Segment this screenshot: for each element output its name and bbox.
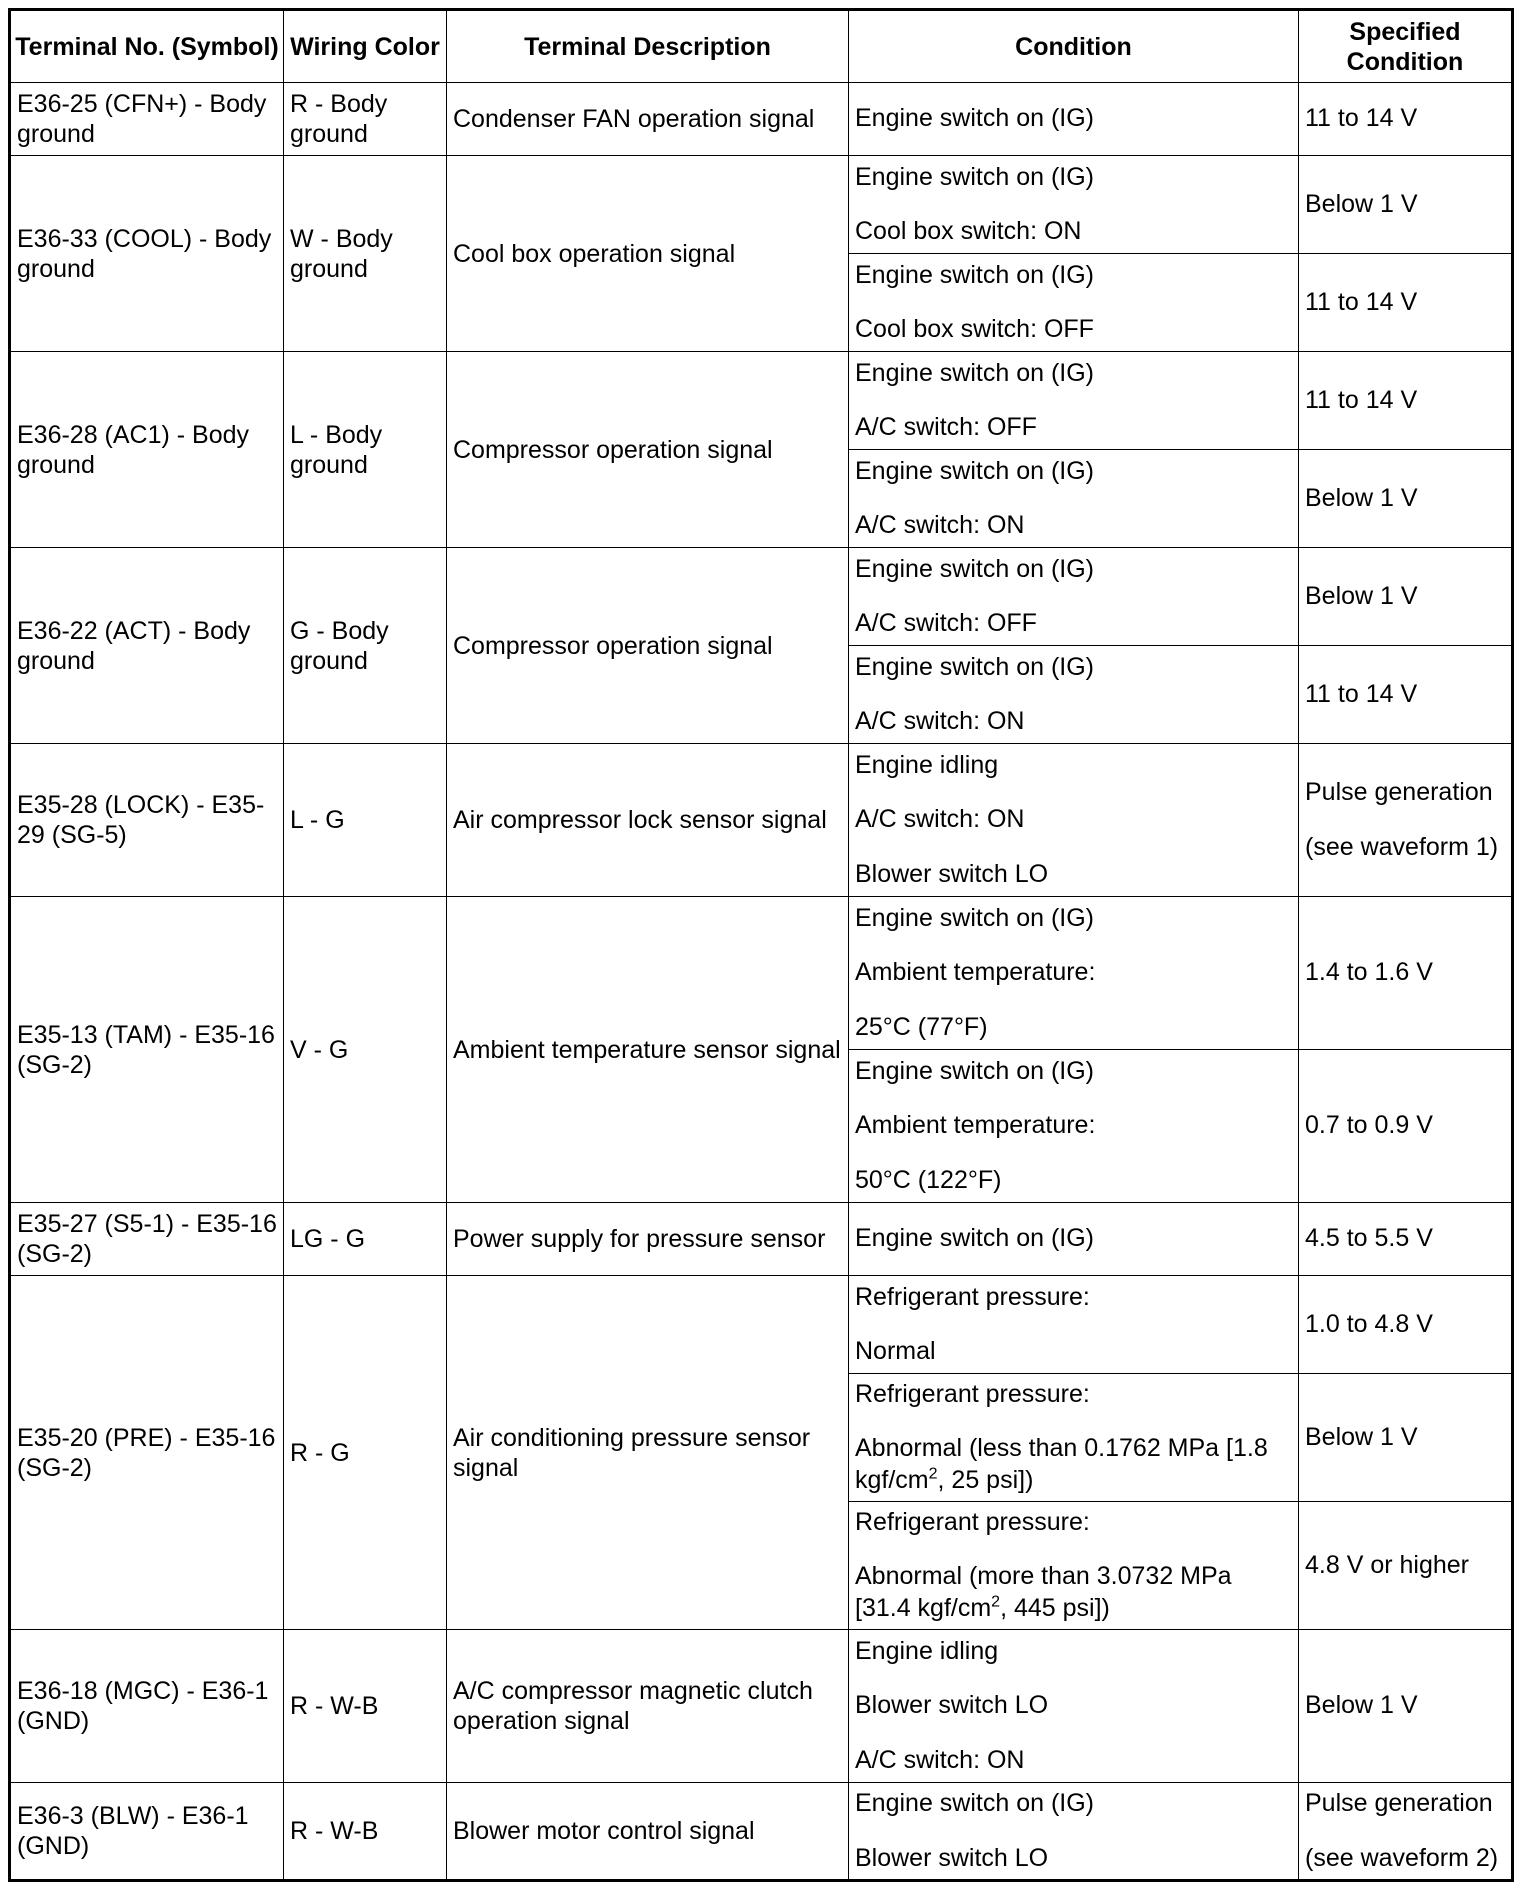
- terminal-cell: E36-25 (CFN+) - Body ground: [10, 83, 284, 156]
- specified-cell: [1299, 450, 1513, 548]
- wiring-cell: R - W-B: [284, 1783, 447, 1881]
- terminal-cell: E35-13 (TAM) - E35-16 (SG-2): [10, 897, 284, 1203]
- table-row: [10, 156, 1513, 254]
- table-row: [10, 1783, 1513, 1881]
- condition-line: Ambient temperature:: [855, 958, 1096, 987]
- specified-value: Pulse generation: [1305, 1789, 1493, 1818]
- specified-value: 4.5 to 5.5 V: [1305, 1224, 1433, 1253]
- condition-line: Engine switch on (IG): [855, 1789, 1094, 1818]
- wiring-cell: W - Body ground: [284, 156, 447, 352]
- condition-line: Engine switch on (IG): [855, 260, 1094, 289]
- condition-line-text: Abnormal (more than 3.0732 MPa [31.4 kgf/cm: [855, 1562, 1232, 1622]
- specified-cell: [1299, 548, 1513, 646]
- specified-cell: [1299, 646, 1513, 744]
- specified-cell: [1299, 156, 1513, 254]
- specified-value: Below 1 V: [1305, 581, 1418, 610]
- condition-line: 50°C (122°F): [855, 1165, 1002, 1194]
- condition-line: [855, 1561, 1292, 1624]
- condition-cell: [849, 1276, 1299, 1374]
- condition-cell: [849, 744, 1299, 897]
- condition-line: Blower switch LO: [855, 859, 1049, 888]
- description-cell: Power supply for pressure sensor: [447, 1203, 849, 1276]
- condition-cell: [849, 83, 1299, 156]
- specified-cell: [1299, 254, 1513, 352]
- condition-line: Blower switch LO: [855, 1691, 1049, 1720]
- condition-line: Engine switch on (IG): [855, 358, 1094, 387]
- condition-line: Blower switch LO: [855, 1843, 1049, 1872]
- specified-cell: [1299, 83, 1513, 156]
- specified-value: 1.4 to 1.6 V: [1305, 958, 1433, 987]
- specified-cell: [1299, 744, 1513, 897]
- description-cell: A/C compressor magnetic clutch operation signal: [447, 1630, 849, 1783]
- description-cell: Ambient temperature sensor signal: [447, 897, 849, 1203]
- terminal-cell: E36-33 (COOL) - Body ground: [10, 156, 284, 352]
- condition-line: Ambient temperature:: [855, 1111, 1096, 1140]
- table-row: [10, 744, 1513, 897]
- specified-cell: [1299, 1374, 1513, 1502]
- condition-line: Engine switch on (IG): [855, 554, 1094, 583]
- specified-value: 0.7 to 0.9 V: [1305, 1111, 1433, 1140]
- condition-line: A/C switch: ON: [855, 707, 1025, 735]
- wiring-cell: L - Body ground: [284, 352, 447, 548]
- specified-value: 11 to 14 V: [1305, 679, 1418, 708]
- condition-cell: [849, 156, 1299, 254]
- specified-value: 4.8 V or higher: [1305, 1550, 1469, 1579]
- specified-value: 11 to 14 V: [1305, 287, 1418, 316]
- condition-line: Engine idling: [855, 751, 999, 780]
- wiring-cell: R - W-B: [284, 1630, 447, 1783]
- specified-value: Below 1 V: [1305, 1691, 1418, 1720]
- condition-line: [855, 1433, 1292, 1496]
- table-row: [10, 352, 1513, 450]
- condition-cell: [849, 1203, 1299, 1276]
- terminal-cell: E35-27 (S5-1) - E35-16 (SG-2): [10, 1203, 284, 1276]
- description-cell: Compressor operation signal: [447, 548, 849, 744]
- terminal-cell: E35-28 (LOCK) - E35-29 (SG-5): [10, 744, 284, 897]
- header-row: [10, 10, 1513, 83]
- table-row: [10, 1276, 1513, 1374]
- specified-cell: [1299, 1276, 1513, 1374]
- specified-value: 11 to 14 V: [1305, 385, 1418, 414]
- specified-cell: [1299, 1502, 1513, 1630]
- condition-line: Engine switch on (IG): [855, 1224, 1094, 1253]
- condition-line: A/C switch: ON: [855, 805, 1025, 834]
- condition-line: Engine switch on (IG): [855, 162, 1094, 191]
- condition-line-text: Abnormal (less than 0.1762 MPa [1.8 kgf/cm: [855, 1434, 1268, 1494]
- condition-line: A/C switch: OFF: [855, 609, 1037, 637]
- header-wiring-color: Wiring Color: [284, 10, 447, 83]
- header-terminal: Terminal No. (Symbol): [10, 10, 284, 83]
- condition-line: Engine switch on (IG): [855, 104, 1094, 133]
- condition-line: A/C switch: ON: [855, 511, 1025, 539]
- terminal-cell: E36-28 (AC1) - Body ground: [10, 352, 284, 548]
- terminal-cell: E36-3 (BLW) - E36-1 (GND): [10, 1783, 284, 1881]
- specified-value: 11 to 14 V: [1305, 104, 1418, 133]
- specified-cell: [1299, 897, 1513, 1050]
- wiring-cell: G - Body ground: [284, 548, 447, 744]
- description-cell: Air conditioning pressure sensor signal: [447, 1276, 849, 1630]
- specified-value: Below 1 V: [1305, 483, 1418, 512]
- condition-line: Cool box switch: ON: [855, 217, 1082, 245]
- description-cell: Compressor operation signal: [447, 352, 849, 548]
- specified-cell: [1299, 1783, 1513, 1881]
- condition-line: Engine switch on (IG): [855, 1057, 1094, 1086]
- table-row: [10, 83, 1513, 156]
- table-row: [10, 897, 1513, 1050]
- condition-cell: [849, 1374, 1299, 1502]
- superscript: 2: [928, 1465, 938, 1483]
- specified-cell: [1299, 1050, 1513, 1203]
- specified-value: Below 1 V: [1305, 1422, 1418, 1451]
- condition-cell: [849, 646, 1299, 744]
- table-row: [10, 548, 1513, 646]
- table-row: [10, 1203, 1513, 1276]
- condition-line: Engine switch on (IG): [855, 652, 1094, 681]
- condition-line: Cool box switch: OFF: [855, 315, 1094, 343]
- condition-cell: [849, 1630, 1299, 1783]
- wiring-cell: LG - G: [284, 1203, 447, 1276]
- wiring-cell: R - G: [284, 1276, 447, 1630]
- condition-line-text: , 25 psi]): [937, 1465, 1034, 1494]
- description-cell: Blower motor control signal: [447, 1783, 849, 1881]
- header-terminal-description: Terminal Description: [447, 10, 849, 83]
- specified-cell: [1299, 1203, 1513, 1276]
- terminal-cell: E35-20 (PRE) - E35-16 (SG-2): [10, 1276, 284, 1630]
- specified-value: Below 1 V: [1305, 189, 1418, 218]
- condition-line: Refrigerant pressure:: [855, 1508, 1090, 1537]
- condition-cell: [849, 1783, 1299, 1881]
- condition-cell: [849, 1502, 1299, 1630]
- condition-cell: [849, 450, 1299, 548]
- terminal-spec-sheet: [8, 8, 1511, 1882]
- description-cell: Cool box operation signal: [447, 156, 849, 352]
- condition-cell: [849, 1050, 1299, 1203]
- specified-cell: [1299, 1630, 1513, 1783]
- specified-value: 1.0 to 4.8 V: [1305, 1309, 1433, 1338]
- header-specified-condition: Specified Condition: [1299, 10, 1513, 83]
- condition-line: Engine switch on (IG): [855, 456, 1094, 485]
- wiring-cell: R - Body ground: [284, 83, 447, 156]
- condition-line: Engine switch on (IG): [855, 904, 1094, 933]
- condition-line: 25°C (77°F): [855, 1012, 988, 1041]
- wiring-cell: L - G: [284, 744, 447, 897]
- condition-cell: [849, 254, 1299, 352]
- terminal-spec-table: [8, 8, 1514, 1882]
- condition-line: Engine idling: [855, 1637, 999, 1666]
- condition-line: Refrigerant pressure:: [855, 1282, 1090, 1311]
- condition-cell: [849, 352, 1299, 450]
- header-condition: Condition: [849, 10, 1299, 83]
- condition-cell: [849, 548, 1299, 646]
- condition-cell: [849, 897, 1299, 1050]
- specified-value: Pulse generation: [1305, 778, 1493, 807]
- condition-line-text: , 445 psi]): [1000, 1593, 1110, 1622]
- wiring-cell: V - G: [284, 897, 447, 1203]
- table-row: [10, 1630, 1513, 1783]
- condition-line: A/C switch: OFF: [855, 413, 1037, 441]
- condition-line: A/C switch: ON: [855, 1745, 1025, 1774]
- specified-value: (see waveform 1): [1305, 832, 1499, 861]
- description-cell: Air compressor lock sensor signal: [447, 744, 849, 897]
- terminal-cell: E36-18 (MGC) - E36-1 (GND): [10, 1630, 284, 1783]
- specified-cell: [1299, 352, 1513, 450]
- condition-line: Refrigerant pressure:: [855, 1380, 1090, 1409]
- condition-line: Normal: [855, 1337, 936, 1365]
- terminal-cell: E36-22 (ACT) - Body ground: [10, 548, 284, 744]
- superscript: 2: [991, 1593, 1001, 1611]
- description-cell: Condenser FAN operation signal: [447, 83, 849, 156]
- specified-value: (see waveform 2): [1305, 1843, 1499, 1872]
